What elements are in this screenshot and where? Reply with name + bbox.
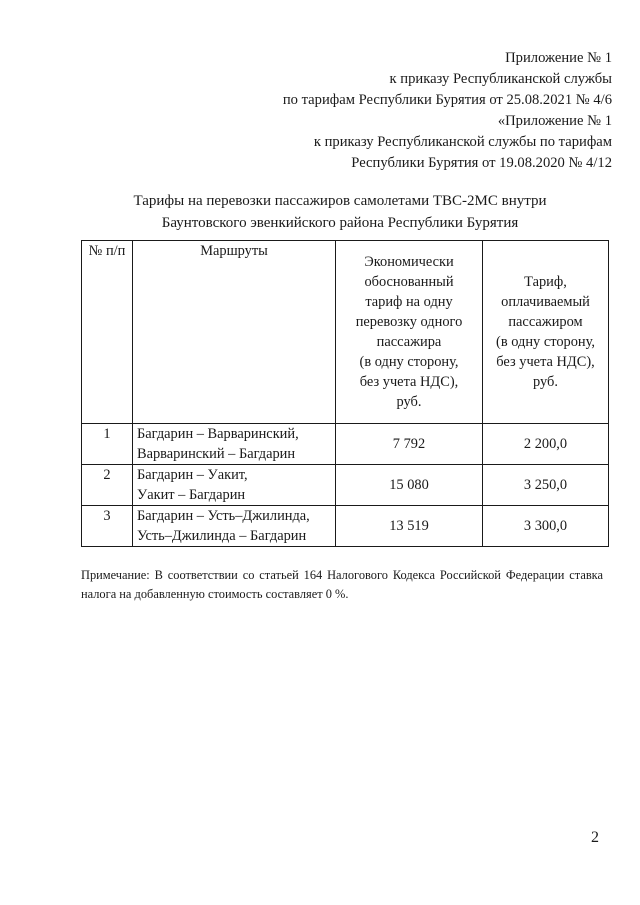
row-passenger-fare: 3 300,0 <box>483 506 609 547</box>
table-row <box>82 506 609 547</box>
attachment-line: «Приложение № 1 <box>497 113 612 129</box>
header-num: № п/п <box>82 241 133 424</box>
header-line: оплачиваемый <box>501 294 590 310</box>
attachment-line: к приказу Республиканской службы <box>389 71 612 87</box>
row-route <box>133 465 336 506</box>
row-economic-tariff: 15 080 <box>336 465 483 506</box>
attachment-line: Приложение № 1 <box>505 50 612 66</box>
row-number: 3 <box>82 506 133 547</box>
header-line: пассажира <box>376 334 442 350</box>
row-passenger-fare: 3 250,0 <box>483 465 609 506</box>
header-line: (в одну сторону, <box>359 354 459 370</box>
attachment-line: по тарифам Республики Бурятия от 25.08.2021 № 4/6 <box>282 92 612 108</box>
header-line: руб. <box>396 394 422 410</box>
row-route <box>133 424 336 465</box>
header-economic-tariff <box>336 241 483 424</box>
route-line: Варваринский – Багдарин <box>137 446 296 462</box>
page-number: 2 <box>591 829 599 846</box>
footnote: Примечание: В соответствии со статьей 164 Налогового Кодекса Российской Федерации ставка налога на добавленную стоимость составляет 0 %. <box>81 568 603 601</box>
header-line: Экономически <box>364 254 454 270</box>
table-header-row <box>82 241 609 424</box>
attachment-line: Республики Бурятия от 19.08.2020 № 4/12 <box>351 155 612 171</box>
header-route: Маршруты <box>133 241 336 424</box>
route-line: Багдарин – Варваринский, <box>137 426 299 442</box>
document-title <box>80 190 600 234</box>
header-line: перевозку одного <box>355 314 463 330</box>
header-line: без учета НДС), <box>359 374 459 390</box>
title-line: Баунтовского эвенкийского района Республики Бурятия <box>161 215 519 231</box>
header-line: обоснованный <box>364 274 454 290</box>
row-number: 1 <box>82 424 133 465</box>
header-line: пассажиром <box>508 314 583 330</box>
row-economic-tariff: 7 792 <box>336 424 483 465</box>
attachment-header <box>283 48 612 174</box>
tariffs-table <box>81 240 609 547</box>
header-line: (в одну сторону, <box>496 334 595 350</box>
table-row <box>82 465 609 506</box>
table-row <box>82 424 609 465</box>
row-number: 2 <box>82 465 133 506</box>
header-line: без учета НДС), <box>496 354 595 370</box>
header-line: Тариф, <box>524 274 567 290</box>
header-line: тариф на одну <box>365 294 453 310</box>
route-line: Усть–Джилинда – Багдарин <box>137 528 307 544</box>
row-route <box>133 506 336 547</box>
attachment-line: к приказу Республиканской службы по тарифам <box>313 134 612 150</box>
route-line: Уакит – Багдарин <box>137 487 246 503</box>
route-line: Багдарин – Уакит, <box>137 467 248 483</box>
row-passenger-fare: 2 200,0 <box>483 424 609 465</box>
title-line: Тарифы на перевозки пассажиров самолетами ТВС-2МС внутри <box>133 193 547 209</box>
header-passenger-fare <box>483 241 609 424</box>
row-economic-tariff: 13 519 <box>336 506 483 547</box>
header-line: руб. <box>533 374 558 390</box>
route-line: Багдарин – Усть–Джилинда, <box>137 508 310 524</box>
